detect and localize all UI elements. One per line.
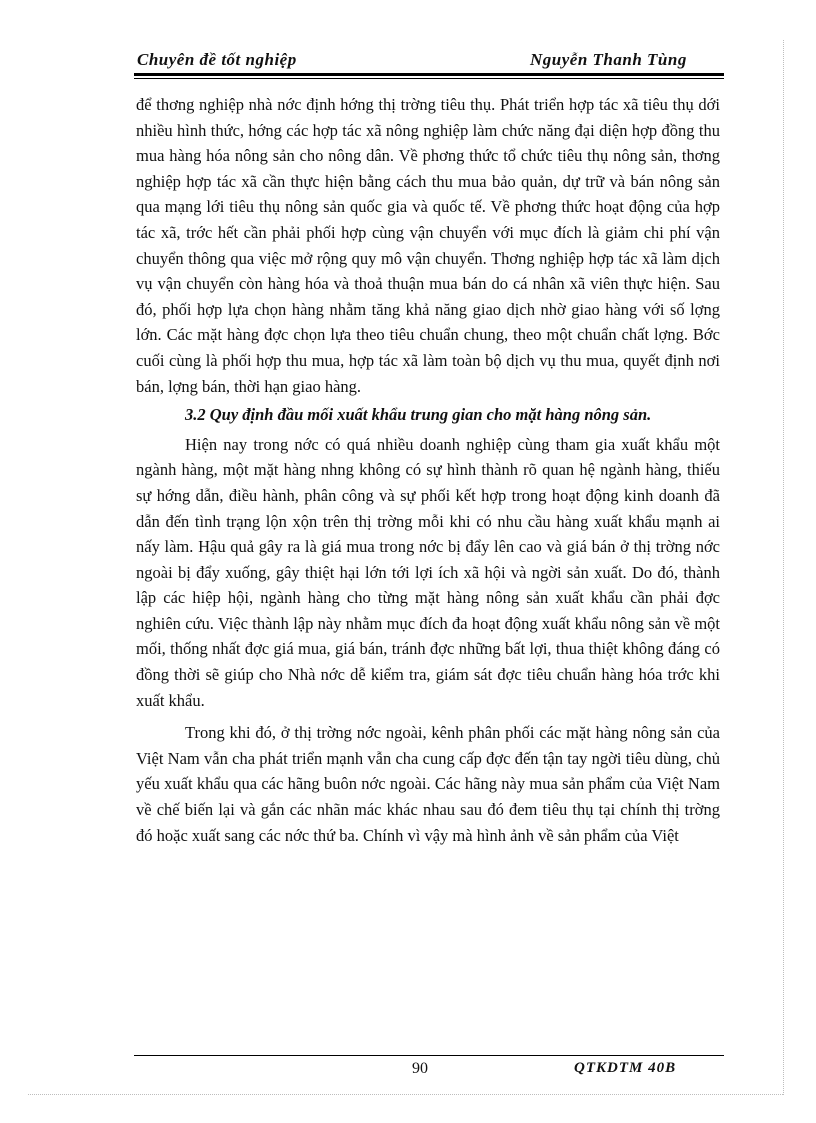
header-rule-thin xyxy=(134,78,724,79)
page-border-bottom xyxy=(28,1094,783,1095)
footer-code: QTKDTM 40B xyxy=(574,1060,677,1076)
paragraph-2: Hiện nay trong nớc có quá nhiều doanh nghiệp cùng tham gia xuất khẩu một ngành hàng, một mặt hàng nhng không có sự hình thành rõ quan hệ ngành hàng, thiếu sự hớng dẫn, điều hành, phân công và sự phối kết hợp trong hoạt động kinh doanh đã dẫn đến tình trạng lộn xộn trên thị trờng mỗi khi có nhu cầu hàng xuất khẩu mạnh ai nấy làm. Hậu quả gây ra là giá mua trong nớc bị đẩy lên cao và giá bán ở thị trờng nớc ngoài bị đẩy xuống, gây thiệt hại lớn tới lợi ích xã hội và ngời sản xuất. Do đó, thành lập các hiệp hội, ngành hàng cho từng mặt hàng nông sản xuất khẩu cần phải đợc nghiên cứu. Việc thành lập này nhằm mục đích đa hoạt động xuất khẩu nông sản về một mối, thống nhất đợc giá mua, giá bán, tránh đợc những bất lợi, thua thiệt không đáng có đồng thời sẽ giúp cho Nhà nớc dễ kiểm tra, giám sát đợc tiêu chuẩn hàng hóa trớc khi xuất khẩu. xyxy=(136,434,720,710)
header-rule-thick xyxy=(134,73,724,76)
paragraph-gap xyxy=(136,713,720,720)
section-heading: 3.2 Quy định đầu mối xuất khẩu trung gian cho mặt hàng nông sản. xyxy=(185,405,652,425)
paragraph-1: để thơng nghiệp nhà nớc định hớng thị trờng tiêu thụ. Phát triển hợp tác xã tiêu thụ dới nhiều hình thức, hớng các hợp tác xã nông nghiệp làm chức năng đại diện hợp đồng thu mua hàng hóa nông sản cho nông dân. Về phơng thức tổ chức tiêu thụ nông sản, thơng nghiệp hợp tác xã cần thực hiện bằng cách thu mua bảo quản, dự trữ và bán nông sản qua mạng lới tiêu thụ nông sản quốc gia và quốc tế. Về phơng thức hoạt động của hợp tác xã, trớc hết cần phải phối hợp cùng vận chuyển với mục đích là giảm chi phí vận chuyển thông qua việc mở rộng quy mô vận chuyển. Thơng nghiệp hợp tác xã làm dịch vụ vận chuyển còn hàng hóa và thoả thuận mua bán do cá nhân xã viên thực hiện. Sau đó, phối hợp lựa chọn hàng nhằm tăng khả năng giao dịch nhờ giao hàng với số lợng lớn. Các mặt hàng đợc chọn lựa theo tiêu chuẩn chung, theo một chuẩn chất lợng. Bớc cuối cùng là phối hợp thu mua, hợp tác xã làm toàn bộ dịch vụ thu mua, quyết định nơi bán, lợng bán, thời hạn giao hàng. xyxy=(136,95,720,396)
header-left-title: Chuyên đề tốt nghiệp xyxy=(137,50,297,69)
header-author-name: Nguyễn Thanh Tùng xyxy=(530,50,687,69)
page-border-right xyxy=(783,40,784,1095)
footer-rule xyxy=(134,1055,724,1056)
page-body xyxy=(136,92,720,848)
paragraph-3: Trong khi đó, ở thị trờng nớc ngoài, kênh phân phối các mặt hàng nông sản của Việt Nam vẫn cha phát triển mạnh vẫn cha cung cấp đợc đến tận tay ngời tiêu dùng, chủ yếu xuất khẩu qua các hãng buôn nớc ngoài. Các hãng này mua sản phẩm của Việt Nam về chế biến lại và gắn các nhãn mác khác nhau sau đó đem tiêu thụ tại chính thị trờng đó hoặc xuất sang các nớc thứ ba. Chính vì vậy mà hình ảnh về sản phẩm của Việt xyxy=(136,723,720,845)
page-number: 90 xyxy=(412,1060,428,1077)
